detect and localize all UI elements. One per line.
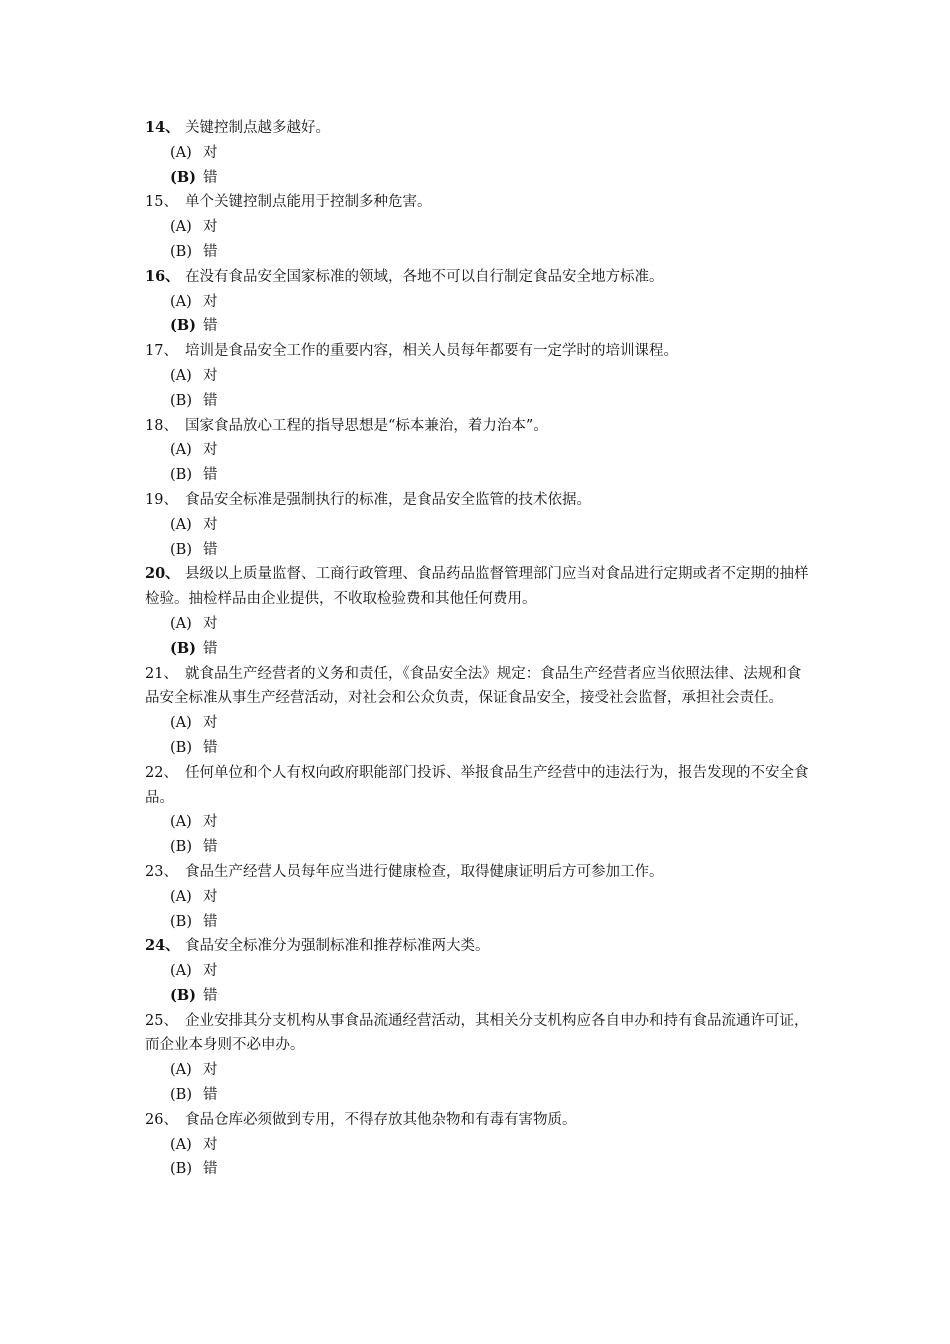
question-number: 25、 [145,1012,178,1029]
answer-option[interactable] [145,1058,810,1083]
answer-option[interactable] [145,438,810,463]
option-label: (B) [170,839,192,856]
option-label: (A) [170,442,192,459]
option-label: (B) [170,317,196,335]
option-text: 错 [203,839,218,856]
option-text: 错 [203,318,218,335]
question-text: 食品仓库必须做到专用，不得存放其他杂物和有毒有害物质。 [185,1111,577,1128]
option-label: (A) [170,144,192,161]
question-text: 单个关键控制点能用于控制多种危害。 [185,194,432,211]
option-label: (B) [170,986,196,1004]
option-label: (B) [170,639,196,657]
question-text: 企业安排其分支机构从事食品流通经营活动，其相关分支机构应各自申办和持有食品流通许可证，而企业本身则不必申办。 [145,1012,809,1054]
option-text: 错 [203,541,218,558]
option-text: 对 [203,516,218,533]
option-label: (A) [170,367,192,384]
question-15 [145,190,810,215]
question-number: 26、 [145,1111,178,1128]
question-20 [145,562,810,612]
option-text: 对 [203,963,218,980]
option-label: (A) [170,715,192,732]
question-number: 21、 [145,665,178,682]
question-14 [145,116,810,141]
option-label: (A) [170,963,192,980]
option-label: (A) [170,814,192,831]
answer-option[interactable] [145,166,810,191]
answer-option[interactable] [145,240,810,265]
answer-option[interactable] [145,984,810,1009]
answer-option[interactable] [145,612,810,637]
question-number: 22、 [145,764,178,781]
answer-option[interactable] [145,637,810,662]
option-text: 对 [203,814,218,831]
option-text: 错 [203,640,218,657]
answer-option[interactable] [145,835,810,860]
answer-option[interactable] [145,513,810,538]
option-label: (B) [170,243,192,260]
question-18 [145,414,810,439]
answer-option[interactable] [145,711,810,736]
option-label: (A) [170,1136,192,1153]
option-label: (A) [170,516,192,533]
question-number: 20、 [145,565,180,583]
option-label: (B) [170,1161,192,1178]
answer-option[interactable] [145,215,810,240]
option-label: (B) [170,1087,192,1104]
question-16 [145,265,810,290]
question-text: 食品生产经营人员每年应当进行健康检查，取得健康证明后方可参加工作。 [185,863,664,880]
question-23 [145,860,810,885]
answer-option[interactable] [145,463,810,488]
answer-option[interactable] [145,538,810,563]
option-text: 错 [203,1087,218,1104]
option-label: (A) [170,293,192,310]
option-label: (B) [170,913,192,930]
answer-option[interactable] [145,910,810,935]
option-label: (B) [170,541,192,558]
answer-option[interactable] [145,959,810,984]
question-number: 14、 [145,119,180,136]
answer-option[interactable] [145,810,810,835]
question-25 [145,1009,810,1059]
option-text: 错 [203,169,218,186]
question-number: 18、 [145,417,178,434]
option-text: 错 [203,739,218,756]
question-number: 15、 [145,194,178,211]
answer-option[interactable] [145,389,810,414]
question-24 [145,934,810,959]
option-text: 错 [203,243,218,260]
answer-option[interactable] [145,314,810,339]
option-text: 对 [203,715,218,732]
option-text: 错 [203,392,218,409]
answer-option[interactable] [145,290,810,315]
question-text: 国家食品放心工程的指导思想是“标本兼治，着力治本”。 [185,417,548,434]
answer-option[interactable] [145,364,810,389]
option-label: (B) [170,739,192,756]
question-number: 17、 [145,343,178,360]
question-text: 县级以上质量监督、工商行政管理、食品药品监督管理部门应当对食品进行定期或者不定期的抽样检验。抽检样品由企业提供，不收取检验费和其他任何费用。 [145,566,809,608]
question-text: 就食品生产经营者的义务和责任，《食品安全法》规定：食品生产经营者应当依照法律、法规和食品安全标准从事生产经营活动，对社会和公众负责，保证食品安全，接受社会监督，承担社会责任。 [145,665,802,707]
option-text: 对 [203,367,218,384]
question-text: 培训是食品安全工作的重要内容，相关人员每年都要有一定学时的培训课程。 [185,343,678,360]
option-text: 对 [203,615,218,632]
answer-option[interactable] [145,1083,810,1108]
question-22 [145,761,810,811]
option-label: (A) [170,219,192,236]
question-text: 食品安全标准是强制执行的标准，是食品安全监管的技术依据。 [185,491,591,508]
option-label: (B) [170,467,192,484]
answer-option[interactable] [145,1133,810,1158]
option-text: 错 [203,987,218,1004]
option-label: (A) [170,888,192,905]
option-label: (A) [170,615,192,632]
option-text: 错 [203,1161,218,1178]
option-label: (B) [170,392,192,409]
question-text: 在没有食品安全国家标准的领域，各地不可以自行制定食品安全地方标准。 [185,268,664,285]
option-text: 对 [203,442,218,459]
option-text: 错 [203,913,218,930]
answer-option[interactable] [145,736,810,761]
option-text: 对 [203,1062,218,1079]
question-number: 16、 [145,267,180,285]
answer-option[interactable] [145,885,810,910]
option-text: 错 [203,467,218,484]
answer-option[interactable] [145,1157,810,1182]
option-text: 对 [203,219,218,236]
question-26 [145,1108,810,1133]
answer-option[interactable] [145,141,810,166]
question-list [145,116,810,1182]
question-text: 食品安全标准分为强制标准和推荐标准两大类。 [185,938,490,955]
question-number: 24、 [145,937,180,955]
question-text: 任何单位和个人有权向政府职能部门投诉、举报食品生产经营中的违法行为，报告发现的不安全食品。 [145,764,809,806]
question-number: 19、 [145,491,178,508]
question-19 [145,488,810,513]
option-label: (B) [170,168,196,186]
question-text: 关键控制点越多越好。 [185,120,330,136]
question-17 [145,339,810,364]
option-text: 对 [203,1136,218,1153]
option-text: 对 [203,144,218,161]
option-text: 对 [203,888,218,905]
option-label: (A) [170,1062,192,1079]
question-number: 23、 [145,863,178,880]
question-21 [145,662,810,712]
option-text: 对 [203,293,218,310]
